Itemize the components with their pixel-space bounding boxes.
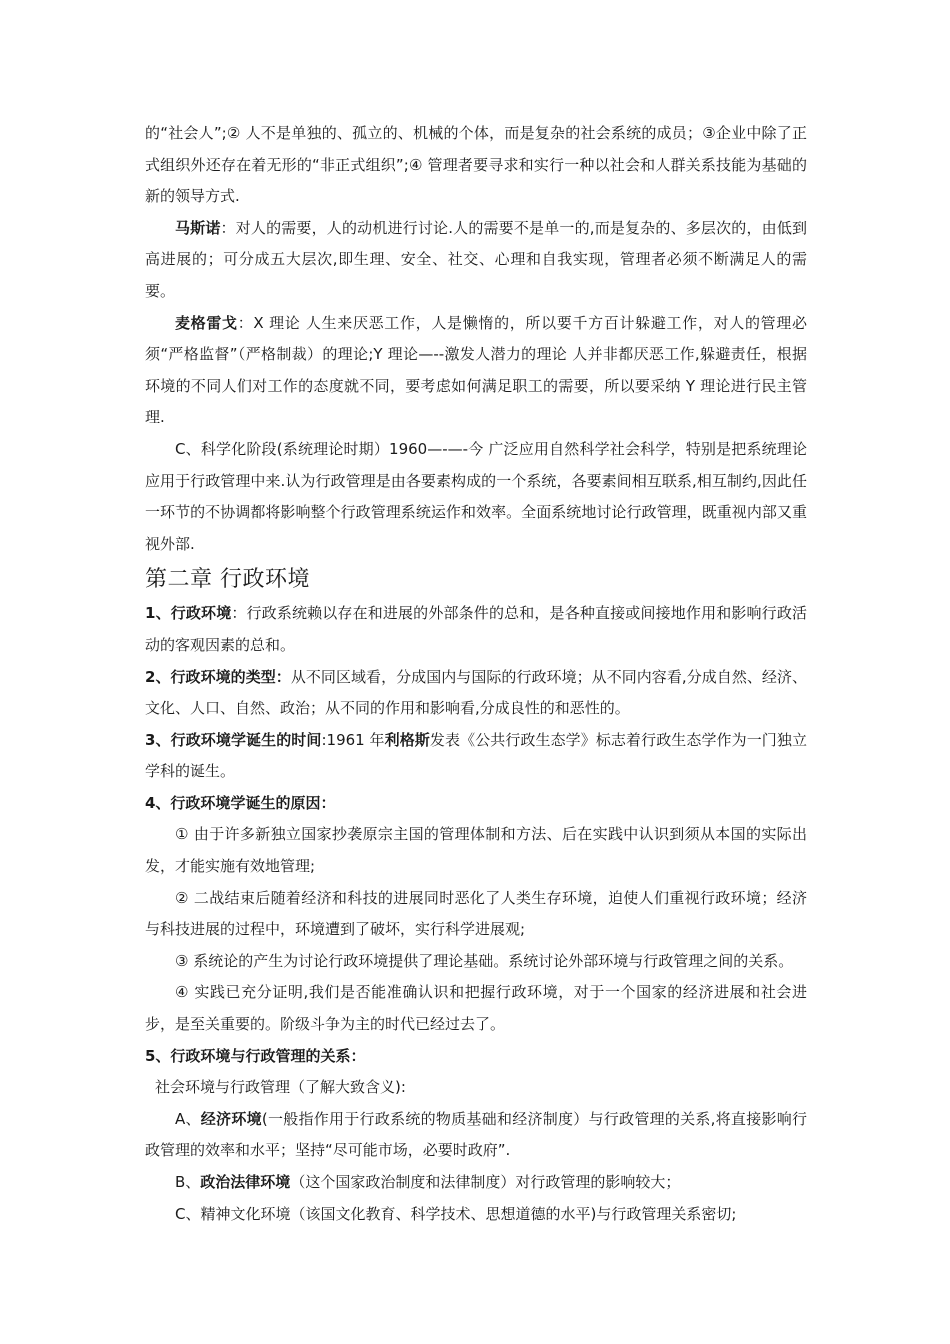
environment-a xyxy=(145,1104,807,1167)
environment-b-label: 政治法律环境 xyxy=(200,1173,291,1191)
chapter-title: 第二章 行政环境 xyxy=(145,567,310,593)
reason-2: ② 二战结束后随着经济和科技的进展同时恶化了人类生存环境，迫使人们重视行政环境；经济与科技进展的过程中，环境遭到了破坏，实行科学进展观; xyxy=(145,888,807,939)
item-3 xyxy=(145,725,807,788)
item-5-label: 5、行政环境与行政管理的关系： xyxy=(145,1046,366,1065)
environment-a-label: 经济环境 xyxy=(200,1109,262,1128)
maslow-label: 马斯诺 xyxy=(175,218,221,237)
item-1-text: ：行政系统赖以存在和进展的外部条件的总和，是各种直接或间接地作用和影响行政活动的客观因素的总和。 xyxy=(145,604,807,654)
mcgregor-label: 麦格雷戈 xyxy=(175,313,238,332)
item-5 xyxy=(145,1041,807,1073)
environment-a-prefix: A、 xyxy=(175,1109,201,1128)
item-4 xyxy=(145,788,807,820)
mcgregor-text: ：X 理论 人生来厌恶工作，人是懒惰的，所以要千方百计躲避工作，对人的管理必须“严格监督”（严格制裁）的理论;Y 理论—--激发人潜力的理论 人并非都厌恶工作,躲避责任，根据环境的不同人们对工作的态度就不同，要考虑如何满足职工的需要，所以要采纳 Y 理论进行民主管理. xyxy=(145,313,807,427)
paragraph-maslow xyxy=(145,213,807,308)
paragraph-text: 的“社会人”;② 人不是单独的、孤立的、机械的个体，而是复杂的社会系统的成员；③企业中除了正式组织外还存在着无形的“非正式组织”;④ 管理者要寻求和实行一种以社会和人群关系技能为基础的新的领导方式. xyxy=(145,124,807,206)
environment-b xyxy=(145,1167,807,1199)
item-3-text-a: :1961 年 xyxy=(321,730,385,749)
maslow-text: ：对人的需要，人的动机进行讨论.人的需要不是单一的,而是复杂的、多层次的，由低到高进展的；可分成五大层次,即生理、安全、社交、心理和自我实现，管理者必须不断满足人的需要。 xyxy=(145,218,807,300)
reason-1: ① 由于许多新独立国家抄袭原宗主国的管理体制和方法、后在实践中认识到须从本国的实际出发，才能实施有效地管理; xyxy=(145,825,807,876)
reason-3: ③ 系统论的产生为讨论行政环境提供了理论基础。系统讨论外部环境与行政管理之间的关系。 xyxy=(175,951,794,970)
environment-b-prefix: B、 xyxy=(175,1173,201,1191)
item-2-label: 2、行政环境的类型： xyxy=(145,667,291,686)
paragraph-social-man xyxy=(145,118,807,213)
environment-a-text: (一般指作用于行政系统的物质基础和经济制度）与行政管理的关系,将直接影响行政管理的效率和水平；坚持“尽可能市场，必要时政府”. xyxy=(145,1109,807,1160)
item-5-subtitle: 社会环境与行政管理（了解大致含义): xyxy=(155,1078,406,1097)
item-3-name: 利格斯 xyxy=(384,730,430,749)
paragraph-scientific-stage xyxy=(145,434,807,560)
environment-b-text: （这个国家政治制度和法律制度）对行政管理的影响较大； xyxy=(290,1173,681,1191)
environment-c: C、精神文化环境（该国文化教育、科学技术、思想道德的水平)与行政管理关系密切; xyxy=(175,1204,737,1223)
reason-4: ④ 实践已充分证明,我们是否能准确认识和把握行政环境，对于一个国家的经济进展和社会进步，是至关重要的。阶级斗争为主的时代已经过去了。 xyxy=(145,983,807,1034)
item-2-text: 从不同区域看，分成国内与国际的行政环境；从不同内容看,分成自然、经济、文化、人口、自然、政治；从不同的作用和影响看,分成良性的和恶性的。 xyxy=(145,667,807,718)
item-3-label: 3、行政环境学诞生的时间 xyxy=(145,730,322,749)
item-4-label: 4、行政环境学诞生的原因： xyxy=(145,793,336,812)
item-3-text-b: 发表《公共行政生态学》标志着行政生态学作为一门独立学科的诞生。 xyxy=(145,730,807,781)
scientific-stage-text: C、科学化阶段(系统理论时期）1960—-—-今 广泛应用自然科学社会科学，特别是把系统理论应用于行政管理中来.认为行政管理是由各要素构成的一个系统，各要素间相互联系,相互制约,因此任一环节的不协调都将影响整个行政管理系统运作和效率。全面系统地讨论行政管理，既重视内部又重视外部. xyxy=(145,439,807,553)
item-2 xyxy=(145,662,807,725)
item-1 xyxy=(145,598,807,661)
paragraph-mcgregor xyxy=(145,308,807,434)
document-page xyxy=(145,118,807,1230)
item-1-label: 1、行政环境 xyxy=(145,604,232,623)
